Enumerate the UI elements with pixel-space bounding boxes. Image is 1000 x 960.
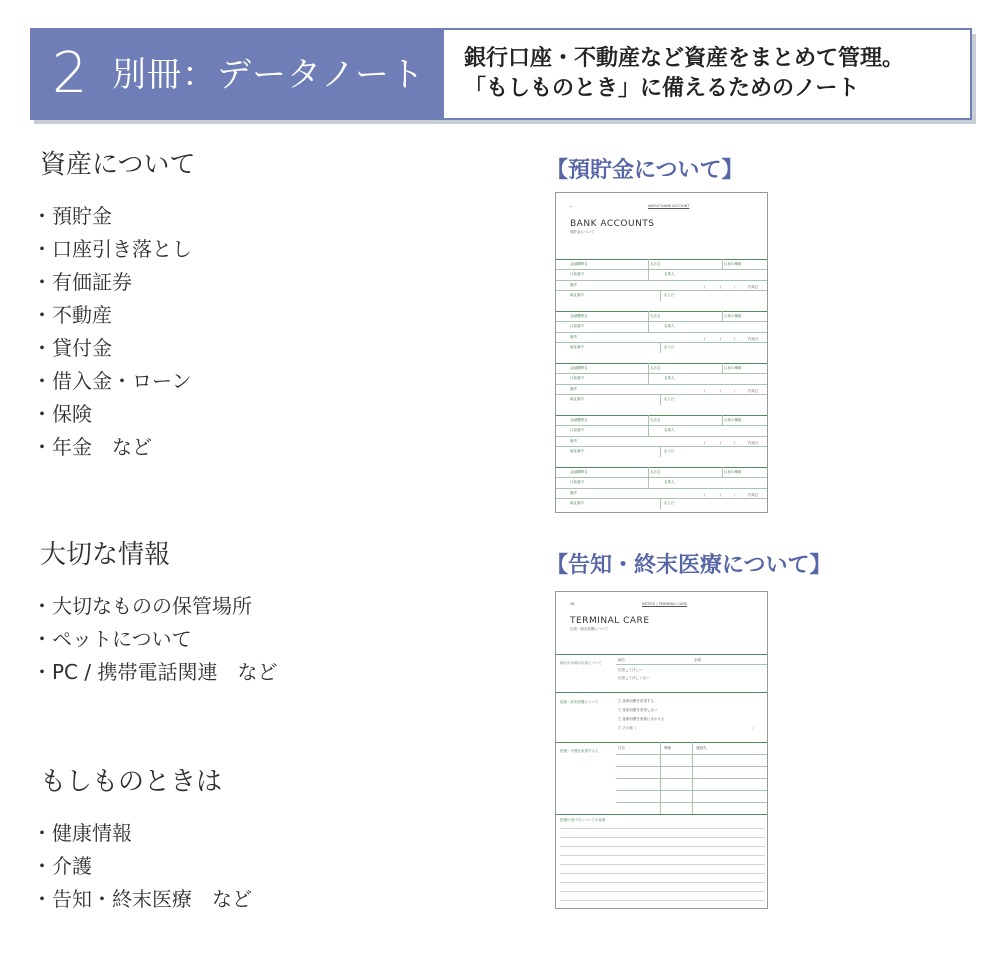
section-header xyxy=(30,28,972,120)
form-label: 暗証番号 xyxy=(570,293,584,298)
form-line xyxy=(556,373,768,374)
form-col-line xyxy=(648,363,649,384)
form-label: / xyxy=(734,336,736,341)
form-label: 暗証番号 xyxy=(570,397,584,402)
contact-col: 連絡先 xyxy=(696,746,707,750)
form-col-line xyxy=(722,467,723,477)
form-label: 暗証番号 xyxy=(570,345,584,350)
form-col-line xyxy=(722,415,723,425)
form-label: 口座番号 xyxy=(570,324,584,329)
list-item: ・ 年金 など xyxy=(40,431,195,464)
terminal-care-preview xyxy=(555,591,768,909)
form-label: 備考 xyxy=(570,490,577,495)
form-col-line xyxy=(660,342,661,352)
bullet-list xyxy=(40,590,277,689)
form-col-line xyxy=(660,394,661,404)
block-divider xyxy=(556,311,768,312)
notice-no: 告知してほしくない xyxy=(618,676,650,680)
block-divider xyxy=(556,814,768,815)
form-line xyxy=(556,332,768,333)
contact-person-label: 医療・介護を希望する人 xyxy=(560,749,599,753)
form-label: 金融機関名 xyxy=(570,314,588,318)
form-label: 記入日 xyxy=(664,397,675,402)
notice-label: 病名や余命の告知について xyxy=(560,661,602,665)
page-number: 28 xyxy=(570,602,575,606)
option-4: □ その他（ xyxy=(618,726,637,730)
option-1: □ 延命治療を希望する xyxy=(618,699,654,703)
form-label: 作成日 xyxy=(748,388,759,393)
page-subtitle: 預貯金について xyxy=(570,230,595,234)
list-item: ・ ペットについて xyxy=(40,623,277,656)
form-label: / xyxy=(704,284,706,289)
form-label: 作成日 xyxy=(748,284,759,289)
form-label: / xyxy=(704,440,706,445)
form-label: 暗証番号 xyxy=(570,449,584,454)
table-row-line xyxy=(616,754,768,755)
form-label: / xyxy=(720,440,722,445)
form-line xyxy=(556,477,768,478)
table-row-line xyxy=(616,778,768,779)
block-divider xyxy=(556,654,768,655)
relation-col: 関係 xyxy=(664,746,671,750)
form-label: 暗証番号 xyxy=(570,501,584,506)
form-label: 支店名 xyxy=(650,366,661,370)
form-label: 名義人 xyxy=(664,428,675,433)
list-item: ・ 不動産 xyxy=(40,299,195,332)
form-line xyxy=(556,425,768,426)
form-line xyxy=(556,280,768,281)
bullet-list xyxy=(40,817,252,916)
form-label: 記入日 xyxy=(664,345,675,350)
memo-line xyxy=(560,882,765,883)
form-label: 名義人 xyxy=(664,376,675,381)
page-header: ABOUT BANK ACCOUNT xyxy=(648,204,690,208)
name-col: 氏名 xyxy=(618,746,625,750)
wishes-label: 医療の受け方についての希望 xyxy=(560,818,606,822)
table-row-line xyxy=(616,766,768,767)
life-support-label: 延命・終末医療について xyxy=(560,700,599,704)
lifespan-label: 余命 xyxy=(694,658,701,662)
form-line xyxy=(556,446,768,447)
form-label: 名義人 xyxy=(664,480,675,485)
form-col-line xyxy=(660,446,661,456)
form-col-line xyxy=(648,259,649,280)
notice-yes: 告知してほしい xyxy=(618,668,643,672)
form-label: 口座の種類 xyxy=(724,262,742,266)
bullet-list xyxy=(40,200,195,464)
form-label: / xyxy=(704,336,706,341)
list-item: ・ 介護 xyxy=(40,850,252,883)
form-label: / xyxy=(720,336,722,341)
header-box xyxy=(30,28,972,120)
form-line xyxy=(556,290,768,291)
form-label: 口座の種類 xyxy=(724,470,742,474)
form-col-line xyxy=(660,290,661,300)
form-label: 作成日 xyxy=(748,440,759,445)
list-item: ・ 借入金・ローン xyxy=(40,365,195,398)
form-line xyxy=(556,394,768,395)
form-label: 支店名 xyxy=(650,470,661,474)
section-heading: もしものときは xyxy=(40,767,223,797)
section-assets xyxy=(40,148,195,464)
form-label: / xyxy=(720,388,722,393)
form-label: 支店名 xyxy=(650,262,661,266)
form-label: 口座の種類 xyxy=(724,418,742,422)
form-col-line xyxy=(722,259,723,269)
table-row-line xyxy=(616,790,768,791)
form-label: 作成日 xyxy=(748,336,759,341)
list-item: ・ PC / 携帯電話関連 など xyxy=(40,656,277,689)
form-col-line xyxy=(722,311,723,321)
list-item: ・ 有価証券 xyxy=(40,266,195,299)
list-item: ・ 保険 xyxy=(40,398,195,431)
form-label: 名義人 xyxy=(664,324,675,329)
bank-accounts-preview xyxy=(555,192,768,513)
list-item: ・ 預貯金 xyxy=(40,200,195,233)
list-item: ・ 口座引き落とし xyxy=(40,233,195,266)
form-col-line xyxy=(722,363,723,373)
header-title-band xyxy=(32,30,444,118)
form-label: 金融機関名 xyxy=(570,262,588,266)
page-title: TERMINAL CARE xyxy=(570,616,650,626)
block-divider xyxy=(556,692,768,693)
form-line xyxy=(616,664,768,665)
list-item: ・ 大切なものの保管場所 xyxy=(40,590,277,623)
option-4-close: ） xyxy=(752,726,756,730)
form-label: 備考 xyxy=(570,282,577,287)
list-item: ・ 貸付金 xyxy=(40,332,195,365)
form-label: / xyxy=(704,492,706,497)
memo-line xyxy=(560,891,765,892)
form-line xyxy=(556,436,768,437)
memo-line xyxy=(560,828,765,829)
form-label: / xyxy=(704,388,706,393)
memo-line xyxy=(560,855,765,856)
form-line xyxy=(556,321,768,322)
form-label: 記入日 xyxy=(664,293,675,298)
memo-line xyxy=(560,864,765,865)
block-divider xyxy=(556,259,768,260)
list-item: ・ 告知・終末医療 など xyxy=(40,883,252,916)
form-label: / xyxy=(720,492,722,497)
option-2: □ 延命治療を希望しない xyxy=(618,708,658,712)
block-divider xyxy=(556,467,768,468)
memo-line xyxy=(560,873,765,874)
preview-caption-bank: 【預貯金について】 xyxy=(546,158,744,183)
header-subtitle-line1: 銀行口座・不動産など資産をまとめて管理。 xyxy=(464,46,905,71)
form-label: 金融機関名 xyxy=(570,470,588,474)
header-subtitle-line2: 「もしものとき」に備えるためのノート xyxy=(464,76,860,101)
block-divider xyxy=(556,363,768,364)
form-line xyxy=(556,269,768,270)
section-heading: 資産について xyxy=(40,150,196,180)
form-label: 金融機関名 xyxy=(570,366,588,370)
option-3: □ 延命治療を家族にまかせる xyxy=(618,717,665,721)
preview-caption-terminal: 【告知・終末医療について】 xyxy=(546,553,832,578)
list-item: ・ 健康情報 xyxy=(40,817,252,850)
form-label: 備考 xyxy=(570,438,577,443)
disease-label: 病名 xyxy=(618,658,625,662)
form-label: 作成日 xyxy=(748,492,759,497)
section-title: 別冊：データノート xyxy=(112,55,425,95)
section-heading: 大切な情報 xyxy=(40,540,171,570)
block-divider xyxy=(556,742,768,743)
form-line xyxy=(556,384,768,385)
table-row-line xyxy=(616,802,768,803)
page-header: NOTICE / TERMINAL CARE xyxy=(642,602,687,606)
form-col-line xyxy=(660,498,661,508)
page-marker: • xyxy=(570,205,573,209)
form-label: / xyxy=(734,440,736,445)
form-label: 口座番号 xyxy=(570,480,584,485)
memo-line xyxy=(560,900,765,901)
form-label: / xyxy=(720,284,722,289)
form-label: / xyxy=(734,284,736,289)
form-label: 口座の種類 xyxy=(724,314,742,318)
form-label: 記入日 xyxy=(664,449,675,454)
section-number: 2 xyxy=(52,41,88,106)
memo-line xyxy=(560,837,765,838)
form-label: 支店名 xyxy=(650,418,661,422)
section-important-info xyxy=(40,538,277,689)
form-line xyxy=(556,488,768,489)
form-col-line xyxy=(648,467,649,488)
form-label: 口座番号 xyxy=(570,376,584,381)
form-label: 口座の種類 xyxy=(724,366,742,370)
block-divider xyxy=(556,415,768,416)
memo-line xyxy=(560,846,765,847)
section-emergency xyxy=(40,765,252,916)
form-label: 備考 xyxy=(570,334,577,339)
form-col-line xyxy=(648,311,649,332)
header-description xyxy=(464,44,964,104)
form-label: 記入日 xyxy=(664,501,675,506)
form-label: / xyxy=(734,388,736,393)
page-title: BANK ACCOUNTS xyxy=(570,219,655,229)
form-label: / xyxy=(734,492,736,497)
form-label: 名義人 xyxy=(664,272,675,277)
form-label: 備考 xyxy=(570,386,577,391)
form-label: 口座番号 xyxy=(570,428,584,433)
form-line xyxy=(556,498,768,499)
form-line xyxy=(556,342,768,343)
form-label: 支店名 xyxy=(650,314,661,318)
form-label: 口座番号 xyxy=(570,272,584,277)
form-col-line xyxy=(648,415,649,436)
form-label: 金融機関名 xyxy=(570,418,588,422)
page-subtitle: 告知・終末医療について xyxy=(570,627,609,631)
